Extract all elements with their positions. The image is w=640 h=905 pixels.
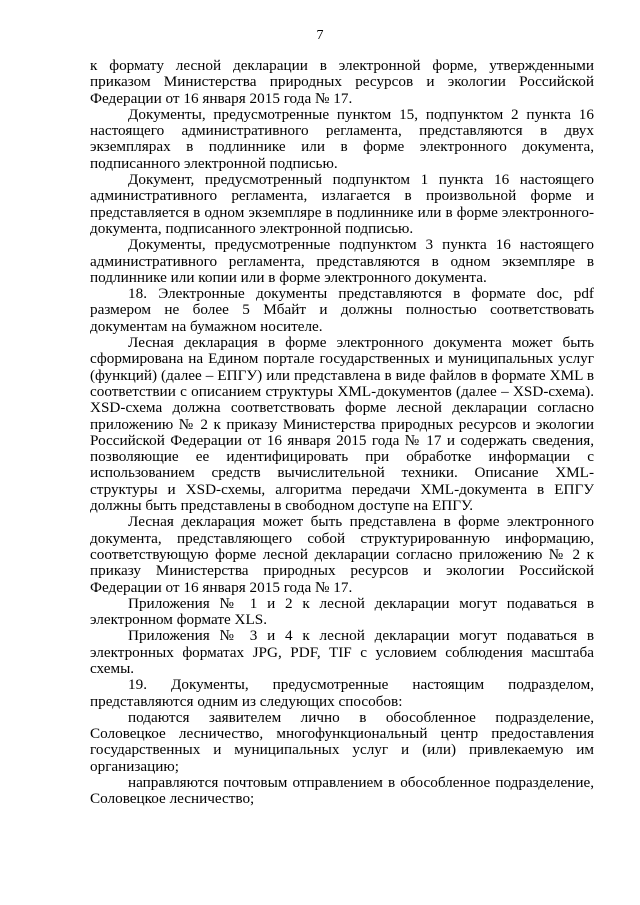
document-body [90,58,594,808]
paragraph-documents-two-copies: Документы, предусмотренные пунктом 15, подпунктом 2 пункта 16 настоящего административного регламента, представляются в двух экземплярах в подлиннике или в форме электронного документа, подписанного электронной подписью. [90,105,594,172]
paragraph-forest-declaration-structured: Лесная декларация может быть представлена в форме электронного документа, представляющего собой структурированную информацию, соответствующую форме лесной декларации согласно приложению № 2 к приказу Министерства природных ресурсов и экологии Российской Федерации от 16 января 2015 года № 17. [90,513,594,596]
paragraph-appendices-3-4: Приложения № 3 и 4 к лесной декларации могут подаваться в электронных форматах JPG, PDF, TIF с условием соблюдения масштаба схемы. [90,627,594,677]
paragraph-item-18: 18. Электронные документы представляются в формате doc, pdf размером не более 5 Мбайт и должны полностью соответствовать документам на бумажном носителе. [90,285,594,335]
paragraph-submitted-in-person: подаются заявителем лично в обособленное подразделение, Соловецкое лесничество, многофункциональный центр предоставления государственных и муниципальных услуг и (или) привлекаемую им организацию; [90,708,594,775]
paragraph-documents-one-copy: Документы, предусмотренные подпунктом 3 пункта 16 настоящего административного регламента, представляются в одном экземпляре в подлиннике или копии или в форме электронного документа. [90,236,594,286]
page-number: 7 [316,28,324,43]
paragraph-item-19: 19. Документы, предусмотренные настоящим подразделом, представляются одним из следующих способов: [90,676,594,710]
paragraph-continuation: к формату лесной декларации в электронной форме, утвержденными приказом Министерства природных ресурсов и экологии Российской Федерации от 16 января 2015 года № 17. [90,57,594,107]
paragraph-forest-declaration-epgu: Лесная декларация в форме электронного документа может быть сформирована на Едином портале государственных и муниципальных услуг (функций) (далее – ЕПГУ) или представлена в виде файлов в формате XML в соответствии с описанием структуры XML-документов (далее – XSD-схема). XSD-схема должна соответствовать форме лесной декларации согласно приложению № 2 к приказу Министерства природных ресурсов и экологии Российской Федерации от 16 января 2015 года № 17 и содержать сведения, позволяющие ее идентифицировать при обработке информации с использованием средств вычислительной техники. Описание XML-структуры и XSD-схемы, алгоритма передачи XML-документа в ЕПГУ должны быть представлены в свободном доступе на ЕПГУ. [90,334,594,515]
paragraph-appendices-1-2: Приложения № 1 и 2 к лесной декларации могут подаваться в электронном формате XLS. [90,594,594,629]
paragraph-sent-by-post: направляются почтовым отправлением в обособленное подразделение, Соловецкое лесничество; [90,774,594,808]
paragraph-document-free-form: Документ, предусмотренный подпунктом 1 пункта 16 настоящего административного регламента, излагается в произвольной форме и представляется в одном экземпляре в подлиннике или в форме электронного-документа, подписанного электронной подписью. [90,171,594,237]
